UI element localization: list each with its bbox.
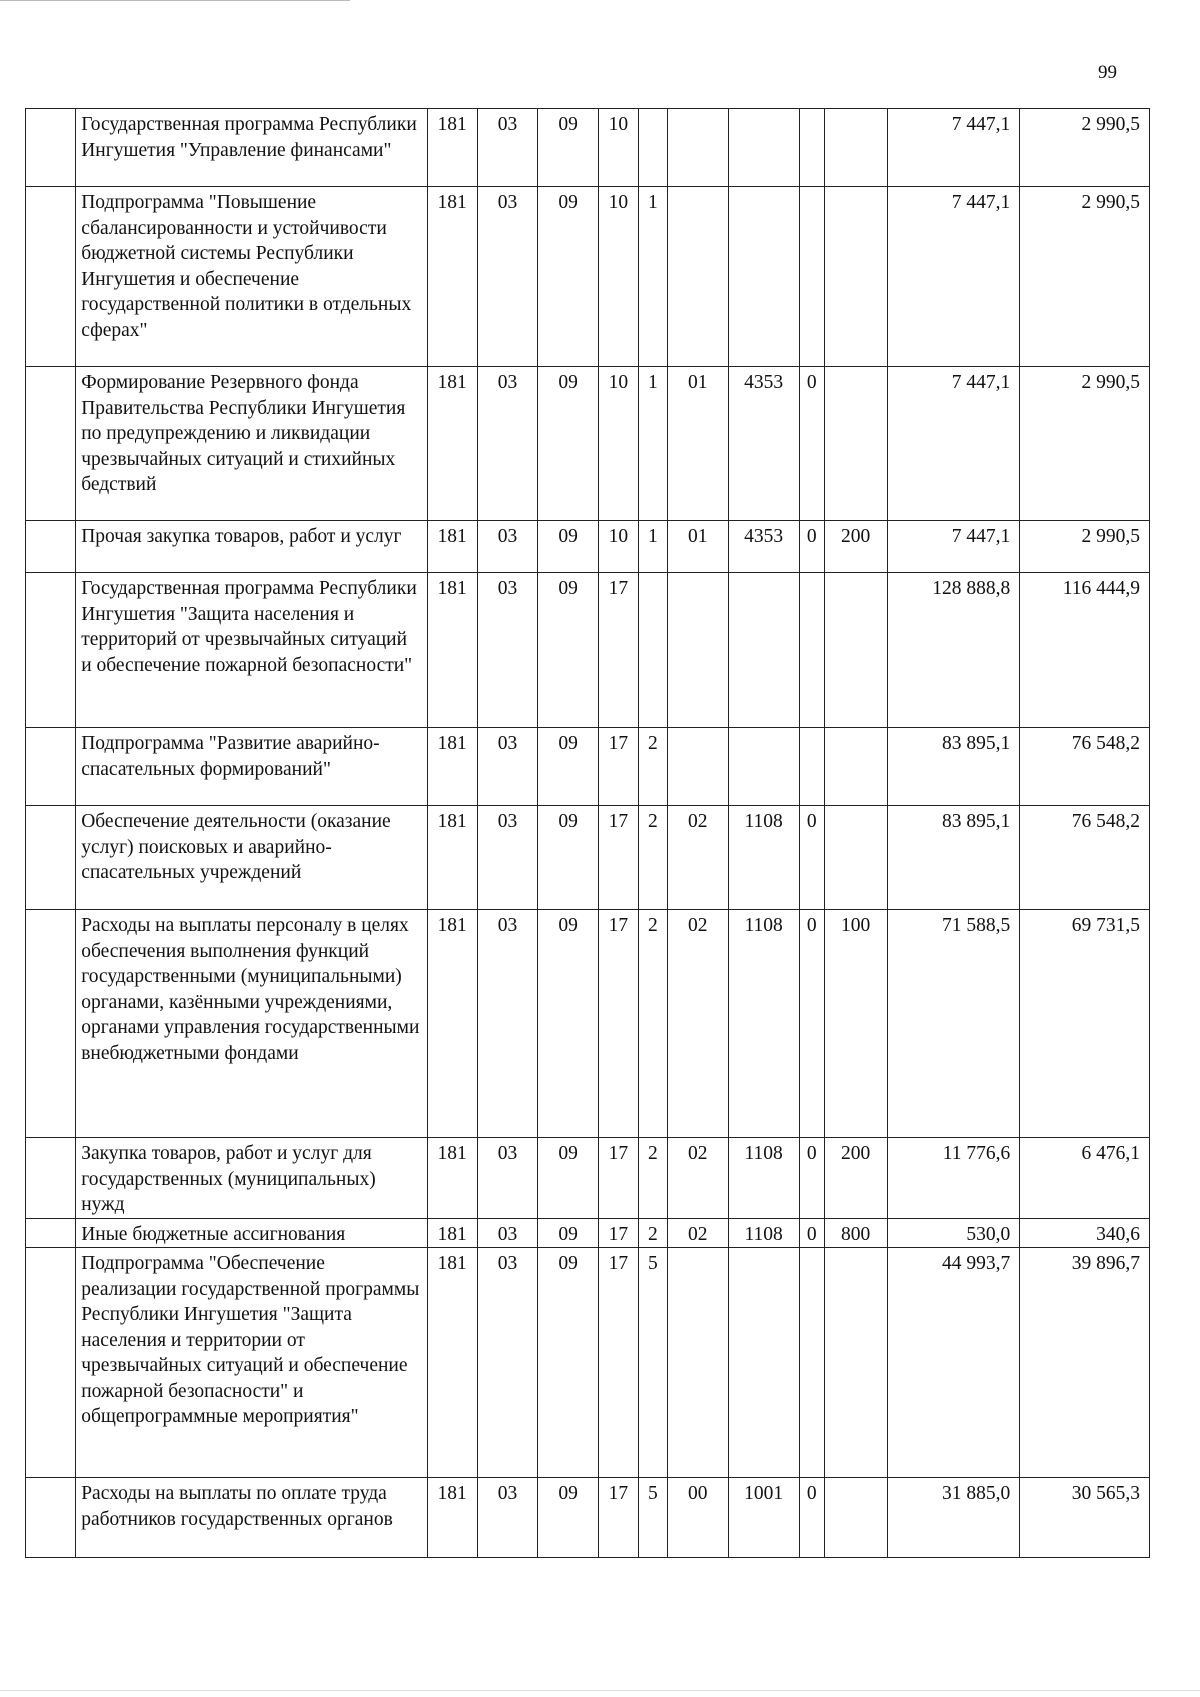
- code-ministry: 181: [427, 910, 477, 1138]
- table-row: [26, 1138, 1150, 1219]
- code-subprogram: 1: [638, 187, 667, 367]
- row-index-cell: [26, 367, 76, 521]
- code-direction: [728, 573, 799, 728]
- code-extra: 0: [799, 910, 824, 1138]
- amount-2: 340,6: [1020, 1218, 1150, 1248]
- code-ministry: 181: [427, 1478, 477, 1558]
- table-row: [26, 806, 1150, 910]
- row-name: Закупка товаров, работ и услуг для государственных (муниципальных) нужд: [76, 1138, 427, 1219]
- code-program: 17: [598, 1248, 638, 1478]
- code-direction: 1108: [728, 1218, 799, 1248]
- row-index-cell: [26, 910, 76, 1138]
- code-subsection: 09: [538, 728, 599, 806]
- code-extra: [799, 187, 824, 367]
- code-ministry: 181: [427, 187, 477, 367]
- code-direction: [728, 109, 799, 187]
- code-ministry: 181: [427, 1248, 477, 1478]
- amount-1: 83 895,1: [887, 728, 1020, 806]
- code-subprogram: 2: [638, 1218, 667, 1248]
- code-event: 01: [667, 367, 728, 521]
- amount-2: 30 565,3: [1020, 1478, 1150, 1558]
- scan-artifact-top: [0, 0, 350, 1]
- amount-1: 7 447,1: [887, 367, 1020, 521]
- amount-1: 31 885,0: [887, 1478, 1020, 1558]
- code-expense-type: [824, 573, 887, 728]
- code-section: 03: [477, 187, 538, 367]
- code-subsection: 09: [538, 187, 599, 367]
- table-row: [26, 728, 1150, 806]
- code-program: 17: [598, 806, 638, 910]
- row-index-cell: [26, 1218, 76, 1248]
- row-index-cell: [26, 1138, 76, 1219]
- code-ministry: 181: [427, 1138, 477, 1219]
- row-name: Прочая закупка товаров, работ и услуг: [76, 521, 427, 573]
- code-expense-type: [824, 1478, 887, 1558]
- amount-1: 7 447,1: [887, 521, 1020, 573]
- amount-2: 69 731,5: [1020, 910, 1150, 1138]
- code-event: 02: [667, 1218, 728, 1248]
- code-expense-type: [824, 367, 887, 521]
- amount-2: 39 896,7: [1020, 1248, 1150, 1478]
- code-section: 03: [477, 806, 538, 910]
- code-subprogram: [638, 573, 667, 728]
- code-section: 03: [477, 1248, 538, 1478]
- scan-artifact-bottom: [0, 1690, 1200, 1691]
- code-subsection: 09: [538, 109, 599, 187]
- row-name: Иные бюджетные ассигнования: [76, 1218, 427, 1248]
- code-section: 03: [477, 1478, 538, 1558]
- amount-1: 128 888,8: [887, 573, 1020, 728]
- amount-2: 76 548,2: [1020, 728, 1150, 806]
- code-direction: 4353: [728, 521, 799, 573]
- amount-2: 6 476,1: [1020, 1138, 1150, 1219]
- amount-1: 71 588,5: [887, 910, 1020, 1138]
- code-expense-type: 200: [824, 1138, 887, 1219]
- row-index-cell: [26, 728, 76, 806]
- code-expense-type: [824, 806, 887, 910]
- row-name: Подпрограмма "Обеспечение реализации государственной программы Республики Ингушетия "Защита населения и территории от чрезвычайных ситуаций и обеспечение пожарной безопасности" и общепрограммные мероприятия": [76, 1248, 427, 1478]
- table-row: [26, 1248, 1150, 1478]
- code-extra: [799, 728, 824, 806]
- code-direction: 1108: [728, 910, 799, 1138]
- code-event: 02: [667, 910, 728, 1138]
- code-subprogram: 2: [638, 910, 667, 1138]
- code-subprogram: 1: [638, 521, 667, 573]
- code-expense-type: 200: [824, 521, 887, 573]
- code-ministry: 181: [427, 1218, 477, 1248]
- row-index-cell: [26, 521, 76, 573]
- code-subsection: 09: [538, 1478, 599, 1558]
- code-program: 17: [598, 910, 638, 1138]
- code-program: 10: [598, 521, 638, 573]
- table-row: [26, 521, 1150, 573]
- row-name: Расходы на выплаты по оплате труда работников государственных органов: [76, 1478, 427, 1558]
- table-row: [26, 910, 1150, 1138]
- code-event: [667, 728, 728, 806]
- amount-2: 2 990,5: [1020, 367, 1150, 521]
- code-extra: [799, 1248, 824, 1478]
- table-row: [26, 1478, 1150, 1558]
- row-name: Государственная программа Республики Ингушетия "Защита населения и территорий от чрезвычайных ситуаций и обеспечение пожарной безопасности": [76, 573, 427, 728]
- row-index-cell: [26, 109, 76, 187]
- row-index-cell: [26, 1248, 76, 1478]
- amount-1: 44 993,7: [887, 1248, 1020, 1478]
- code-extra: 0: [799, 1478, 824, 1558]
- code-expense-type: 800: [824, 1218, 887, 1248]
- code-event: 00: [667, 1478, 728, 1558]
- code-ministry: 181: [427, 573, 477, 728]
- amount-1: 7 447,1: [887, 109, 1020, 187]
- code-direction: [728, 187, 799, 367]
- code-extra: 0: [799, 806, 824, 910]
- code-subprogram: 2: [638, 806, 667, 910]
- code-program: 10: [598, 367, 638, 521]
- code-extra: 0: [799, 367, 824, 521]
- row-index-cell: [26, 806, 76, 910]
- code-subprogram: 2: [638, 1138, 667, 1219]
- code-direction: 4353: [728, 367, 799, 521]
- code-section: 03: [477, 910, 538, 1138]
- code-event: 02: [667, 806, 728, 910]
- code-event: [667, 1248, 728, 1478]
- code-event: [667, 187, 728, 367]
- code-extra: 0: [799, 1138, 824, 1219]
- row-name: Обеспечение деятельности (оказание услуг) поисковых и аварийно-спасательных учреждений: [76, 806, 427, 910]
- code-extra: [799, 109, 824, 187]
- code-ministry: 181: [427, 521, 477, 573]
- code-expense-type: [824, 109, 887, 187]
- code-program: 17: [598, 1478, 638, 1558]
- row-index-cell: [26, 573, 76, 728]
- amount-1: 530,0: [887, 1218, 1020, 1248]
- code-direction: 1108: [728, 1138, 799, 1219]
- code-program: 17: [598, 1138, 638, 1219]
- code-ministry: 181: [427, 806, 477, 910]
- table-row: [26, 573, 1150, 728]
- table-body: [26, 109, 1150, 1558]
- code-program: 17: [598, 573, 638, 728]
- code-extra: 0: [799, 521, 824, 573]
- code-subsection: 09: [538, 367, 599, 521]
- code-section: 03: [477, 367, 538, 521]
- table-row: [26, 367, 1150, 521]
- code-subsection: 09: [538, 806, 599, 910]
- code-subsection: 09: [538, 1248, 599, 1478]
- code-subsection: 09: [538, 910, 599, 1138]
- row-name: Подпрограмма "Повышение сбалансированности и устойчивости бюджетной системы Республики Ингушетия и обеспечение государственной политики в отдельных сферах": [76, 187, 427, 367]
- code-subsection: 09: [538, 521, 599, 573]
- code-expense-type: 100: [824, 910, 887, 1138]
- row-name: Формирование Резервного фонда Правительства Республики Ингушетия по предупреждению и ликвидации чрезвычайных ситуаций и стихийных бедствий: [76, 367, 427, 521]
- code-ministry: 181: [427, 109, 477, 187]
- row-name: Подпрограмма "Развитие аварийно-спасательных формирований": [76, 728, 427, 806]
- amount-2: 116 444,9: [1020, 573, 1150, 728]
- amount-1: 7 447,1: [887, 187, 1020, 367]
- code-section: 03: [477, 109, 538, 187]
- code-subprogram: 5: [638, 1478, 667, 1558]
- code-event: 01: [667, 521, 728, 573]
- amount-2: 2 990,5: [1020, 521, 1150, 573]
- amount-2: 76 548,2: [1020, 806, 1150, 910]
- code-extra: [799, 573, 824, 728]
- row-name: Расходы на выплаты персоналу в целях обеспечения выполнения функций государственными (муниципальными) органами, казёнными учреждениями, органами управления государственными внебюджетными фондами: [76, 910, 427, 1138]
- code-section: 03: [477, 521, 538, 573]
- code-subprogram: [638, 109, 667, 187]
- code-direction: 1001: [728, 1478, 799, 1558]
- code-expense-type: [824, 728, 887, 806]
- page-number: 99: [1098, 62, 1117, 83]
- code-direction: [728, 728, 799, 806]
- code-program: 17: [598, 1218, 638, 1248]
- code-program: 10: [598, 109, 638, 187]
- code-direction: 1108: [728, 806, 799, 910]
- budget-table: [25, 108, 1150, 1558]
- row-index-cell: [26, 187, 76, 367]
- amount-2: 2 990,5: [1020, 109, 1150, 187]
- code-event: [667, 109, 728, 187]
- amount-1: 83 895,1: [887, 806, 1020, 910]
- code-section: 03: [477, 1138, 538, 1219]
- code-ministry: 181: [427, 367, 477, 521]
- code-subsection: 09: [538, 1218, 599, 1248]
- table-row: [26, 1218, 1150, 1248]
- code-event: [667, 573, 728, 728]
- code-subsection: 09: [538, 1138, 599, 1219]
- code-extra: 0: [799, 1218, 824, 1248]
- code-section: 03: [477, 728, 538, 806]
- table-row: [26, 187, 1150, 367]
- code-section: 03: [477, 573, 538, 728]
- amount-2: 2 990,5: [1020, 187, 1150, 367]
- code-program: 17: [598, 728, 638, 806]
- code-subprogram: 2: [638, 728, 667, 806]
- code-ministry: 181: [427, 728, 477, 806]
- code-expense-type: [824, 1248, 887, 1478]
- code-direction: [728, 1248, 799, 1478]
- code-subprogram: 1: [638, 367, 667, 521]
- row-name: Государственная программа Республики Ингушетия "Управление финансами": [76, 109, 427, 187]
- code-subprogram: 5: [638, 1248, 667, 1478]
- table-row: [26, 109, 1150, 187]
- code-subsection: 09: [538, 573, 599, 728]
- code-expense-type: [824, 187, 887, 367]
- code-event: 02: [667, 1138, 728, 1219]
- code-section: 03: [477, 1218, 538, 1248]
- amount-1: 11 776,6: [887, 1138, 1020, 1219]
- row-index-cell: [26, 1478, 76, 1558]
- code-program: 10: [598, 187, 638, 367]
